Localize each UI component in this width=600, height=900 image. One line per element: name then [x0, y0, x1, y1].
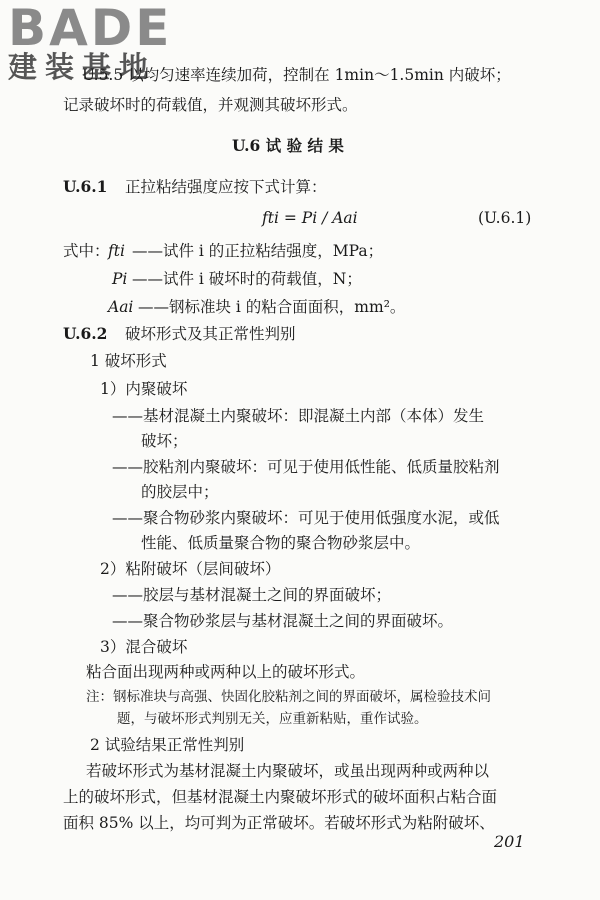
section-title: U.6 试 验 结 果	[232, 136, 344, 155]
note-line: 注：钢标准块与高强、快固化胶粘剂之间的界面破坏，属检验技术问	[86, 689, 491, 705]
text-line: U.5.5 以均匀速率连续加荷，控制在 1min～1.5min 内破坏；	[82, 66, 511, 84]
note-line: 题，与破坏形式判别无关，应重新粘贴，重作试验。	[117, 711, 428, 727]
text-line: 的胶层中；	[141, 483, 219, 501]
text-line: ——基材混凝土内聚破坏：即混凝土内部（本体）发生	[112, 407, 485, 425]
definition: ——试件 i 破坏时的荷载值，N；	[132, 270, 362, 288]
text-line: 记录破坏时的荷载值，并观测其破坏形式。	[63, 96, 358, 114]
paragraph-line: 上的破坏形式，但基材混凝土内聚破坏形式的破坏面积占粘合面	[63, 788, 498, 806]
paragraph-line: 若破坏形式为基材混凝土内聚破坏，或虽出现两种或两种以	[86, 762, 490, 780]
text-line: 性能、低质量聚合物的聚合物砂浆层中。	[141, 534, 421, 552]
text-line: ——胶层与基材混凝土之间的界面破坏；	[112, 586, 392, 604]
logo-main: BADE	[8, 0, 173, 57]
clause-number: U.6.1	[63, 177, 108, 196]
text-line: ——聚合物砂浆内聚破坏：可见于使用低强度水泥，或低	[112, 509, 500, 527]
sub-heading: 3）混合破坏	[100, 638, 188, 656]
symbol: Pi	[112, 270, 128, 288]
symbol: fti	[108, 242, 125, 260]
page-number: 201	[494, 832, 525, 851]
formula-number: (U.6.1)	[478, 209, 532, 227]
where-label: 式中：	[63, 242, 110, 260]
text-line: ——胶粘剂内聚破坏：可见于使用低性能、低质量胶粘剂	[112, 458, 500, 476]
sub-heading: 1）内聚破坏	[100, 380, 188, 398]
definition: ——试件 i 的正拉粘结强度，MPa；	[132, 242, 384, 260]
clause-number: U.6.2	[63, 324, 108, 343]
text-line: 破坏；	[141, 432, 188, 450]
sub-heading: 2）粘附破坏（层间破坏）	[100, 560, 281, 578]
text-line: ——聚合物砂浆层与基材混凝土之间的界面破坏。	[112, 612, 454, 630]
item-heading: 2 试验结果正常性判别	[90, 736, 245, 754]
text-line: 粘合面出现两种或两种以上的破坏形式。	[86, 663, 366, 681]
definition: ——钢标准块 i 的粘合面面积，mm²。	[138, 298, 406, 316]
clause-text: 正拉粘结强度应按下式计算：	[125, 178, 327, 196]
item-heading: 1 破坏形式	[90, 352, 167, 370]
clause-text: 破坏形式及其正常性判别	[125, 325, 296, 343]
paragraph-line: 面积 85% 以上，均可判为正常破坏。若破坏形式为粘附破坏、	[63, 814, 495, 832]
symbol: Aai	[108, 298, 134, 316]
formula: fti = Pi / Aai	[262, 209, 358, 227]
logo-sub: 建装基地	[8, 50, 157, 84]
